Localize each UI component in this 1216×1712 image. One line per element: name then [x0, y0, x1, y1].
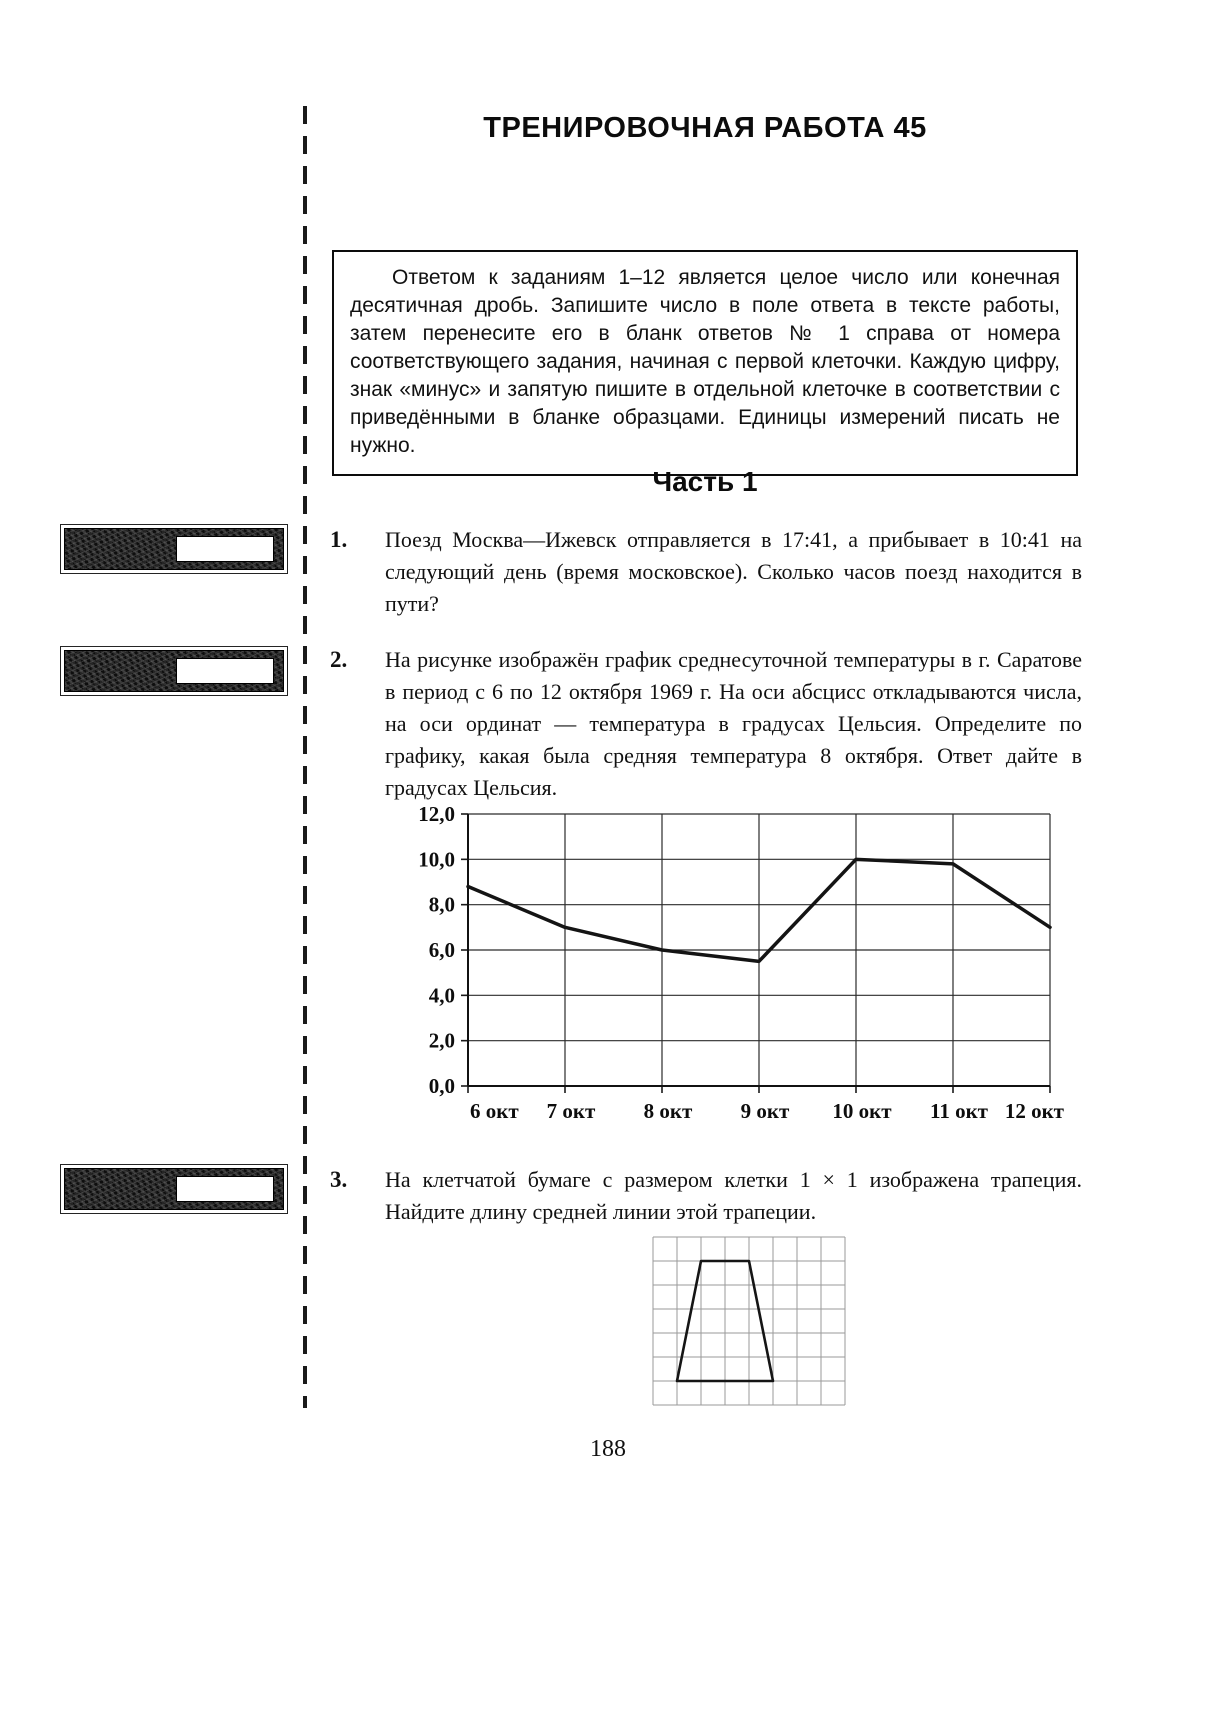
svg-text:0,0: 0,0	[428, 1074, 455, 1098]
svg-text:9 окт: 9 окт	[740, 1099, 790, 1123]
answer-write-in-box	[176, 536, 274, 562]
answer-field-problem-1	[64, 528, 284, 570]
svg-text:2,0: 2,0	[428, 1028, 455, 1053]
svg-text:10 окт: 10 окт	[832, 1099, 892, 1123]
svg-text:12 окт: 12 окт	[1004, 1099, 1064, 1123]
problem-2	[330, 644, 1082, 804]
problem-text: На клетчатой бумаге с размером клетки 1 × 1 изображена трапеция. Найдите длину средней линии этой трапеции.	[385, 1167, 1082, 1224]
svg-text:12,0: 12,0	[418, 802, 455, 826]
svg-text:4,0: 4,0	[428, 983, 455, 1008]
svg-text:11 окт: 11 окт	[929, 1099, 989, 1123]
instruction-text: Ответом к заданиям 1–12 является целое число или конечная десятичная дробь. Запишите число в поле ответа в тексте работы, затем перенесите его в бланк ответов № 1 справа от номера соответствующего задания, начиная с первой клеточки. Каждую цифру, знак «минус» и запятую пишите в отдельной клеточке в соответствии с приведёнными в бланке образцами. Единицы измерений писать не нужно.	[350, 266, 1060, 457]
svg-text:10,0: 10,0	[418, 847, 455, 872]
svg-text:6 окт: 6 окт	[470, 1099, 519, 1123]
answer-field-problem-3	[64, 1168, 284, 1210]
svg-text:8 окт: 8 окт	[643, 1099, 693, 1123]
trapezoid-figure	[652, 1236, 846, 1411]
problem-number: 3.	[330, 1167, 348, 1192]
answer-write-in-box	[176, 658, 274, 684]
answer-write-in-box	[176, 1176, 274, 1202]
page-title: ТРЕНИРОВОЧНАЯ РАБОТА 45	[483, 112, 927, 144]
trapezoid-grid-svg	[652, 1236, 846, 1406]
part-title: Часть 1	[652, 466, 758, 497]
answer-field-problem-2	[64, 650, 284, 692]
svg-text:7 окт: 7 окт	[546, 1099, 596, 1123]
problem-text: Поезд Москва—Ижевск отправляется в 17:41, а прибывает в 10:41 на следующий день (время московское). Сколько часов поезд находится в пути?	[385, 527, 1082, 616]
problem-number: 1.	[330, 527, 348, 552]
problem-1	[330, 524, 1082, 620]
problem-text: На рисунке изображён график среднесуточной температуры в г. Саратове в период с 6 по 12 октября 1969 г. На оси абсцисс откладываются числа, на оси ординат — температура в градусах Цельсия. Определите по графику, какая была средняя температура 8 октября. Ответ дайте в градусах Цельсия.	[385, 647, 1082, 800]
problem-3	[330, 1164, 1082, 1228]
temperature-chart	[388, 796, 1078, 1132]
svg-text:6,0: 6,0	[428, 938, 455, 962]
problem-number: 2.	[330, 647, 348, 672]
temperature-chart-svg	[388, 796, 1078, 1132]
svg-text:8,0: 8,0	[428, 892, 455, 917]
instruction-box	[332, 250, 1078, 476]
margin-divider	[303, 106, 307, 1408]
page-number: 188	[590, 1436, 626, 1462]
